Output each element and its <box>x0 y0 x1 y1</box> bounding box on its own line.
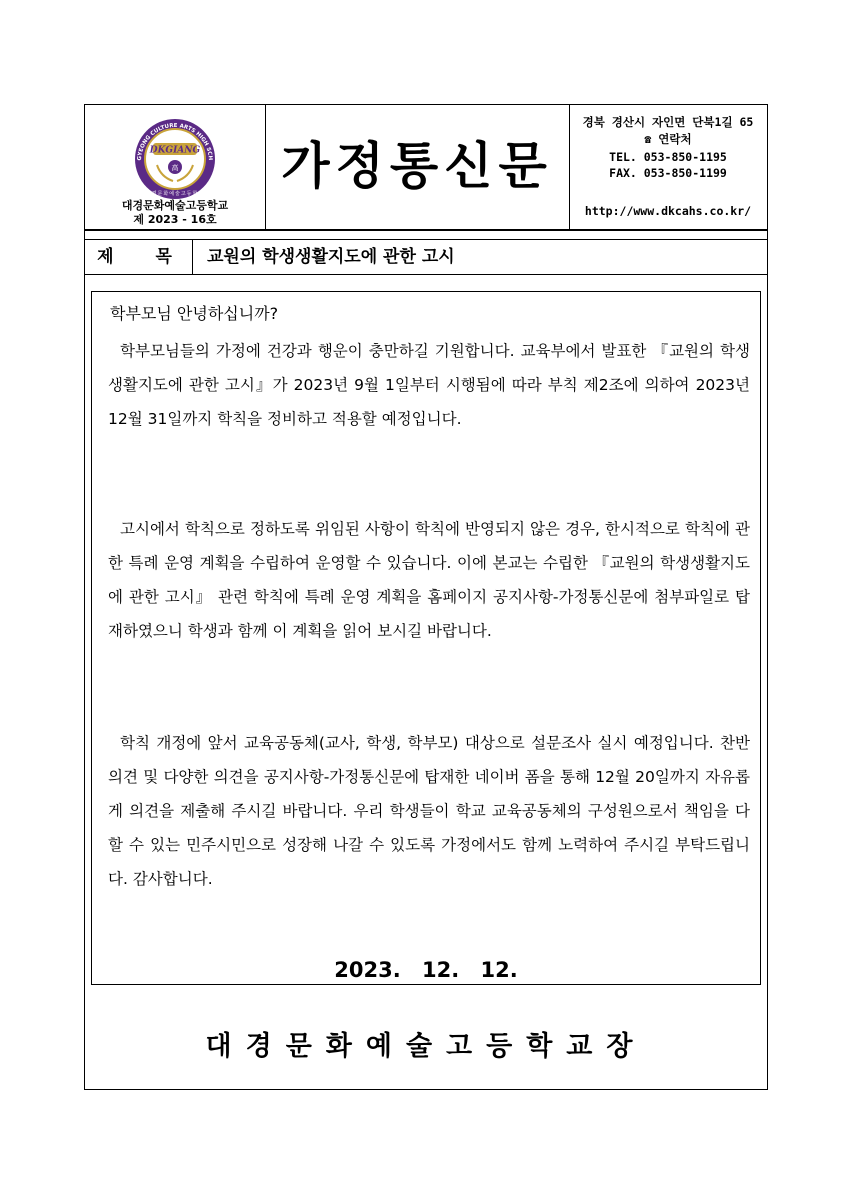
school-name: 대경문화예술고등학교 <box>121 199 229 212</box>
greeting: 학부모님 안녕하십니까? <box>110 304 279 323</box>
logo-korean-text: 대경문화예술고등학교 <box>145 191 205 197</box>
subject-text: 교원의 학생생활지도에 관한 고시 <box>207 247 455 267</box>
issue-number: 제 2023 - 16호 <box>133 213 217 226</box>
logo-mark-text: DKGIANG <box>149 145 201 156</box>
principal-signature: 대경문화예술고등학교장 <box>205 1031 647 1062</box>
subject-label: 제 목 <box>85 240 193 274</box>
contact-label: ☎ 연락처 <box>644 132 692 146</box>
issue-date: 2023. 12. 12. <box>334 958 518 982</box>
letter-header <box>85 105 767 231</box>
title-block <box>265 105 570 229</box>
telephone-number: TEL. 053-850-1195 <box>609 150 727 164</box>
logo-ring-text: GYEONG CULTURE ARTS HIGH SCH <box>136 122 214 161</box>
paragraph-2: 고시에서 학칙으로 정하도록 위임된 사항이 학칙에 반영되지 않은 경우, 한시적으로 학칙에 관한 특례 운영 계획을 수립하여 운영할 수 있습니다. 이에 본교는 수립한 『교원의 학생생활지도에 관한 고시』 관련 학칙에 특례 운영 계획을 홈페이지 공지사항-가정통신문에 첨부파일로 탑재하였으니 학생과 함께 이 계획을 읽어 보시길 바랍니다. <box>108 520 750 640</box>
school-block <box>85 105 266 229</box>
subject-row <box>85 239 767 275</box>
paragraph-3: 학칙 개정에 앞서 교육공동체(교사, 학생, 학부모) 대상으로 설문조사 실시 예정입니다. 찬반 의견 및 다양한 의견을 공지사항-가정통신문에 탑재한 네이버 폼을 통해 12월 20일까지 자유롭게 의견을 제출해 주시길 바랍니다. 우리 학생들이 학교 교육공동체의 구성원으로서 책임을 다할 수 있는 민주시민으로 성장해 나갈 수 있도록 가정에서도 함께 노력하여 주시길 부탁드립니다. 감사합니다. <box>108 734 750 888</box>
letter-body <box>91 291 761 985</box>
document-title: 가정통신문 <box>281 137 553 195</box>
document-frame <box>84 104 768 1090</box>
fax-number: FAX. 053-850-1199 <box>609 166 727 180</box>
svg-text:高: 高 <box>171 164 179 172</box>
school-logo <box>127 113 223 209</box>
website-link[interactable]: http://www.dkcahs.co.kr/ <box>584 204 752 218</box>
contact-block <box>569 105 767 229</box>
school-address: 경북 경산시 자인면 단북1길 65 <box>582 115 754 129</box>
paragraph-1: 학부모님들의 가정에 건강과 행운이 충만하길 기원합니다. 교육부에서 발표한 『교원의 학생생활지도에 관한 고시』가 2023년 9월 1일부터 시행됨에 따라 부칙 제2조에 의하여 2023년 12월 31일까지 학칙을 정비하고 적용할 예정입니다. <box>108 342 750 428</box>
